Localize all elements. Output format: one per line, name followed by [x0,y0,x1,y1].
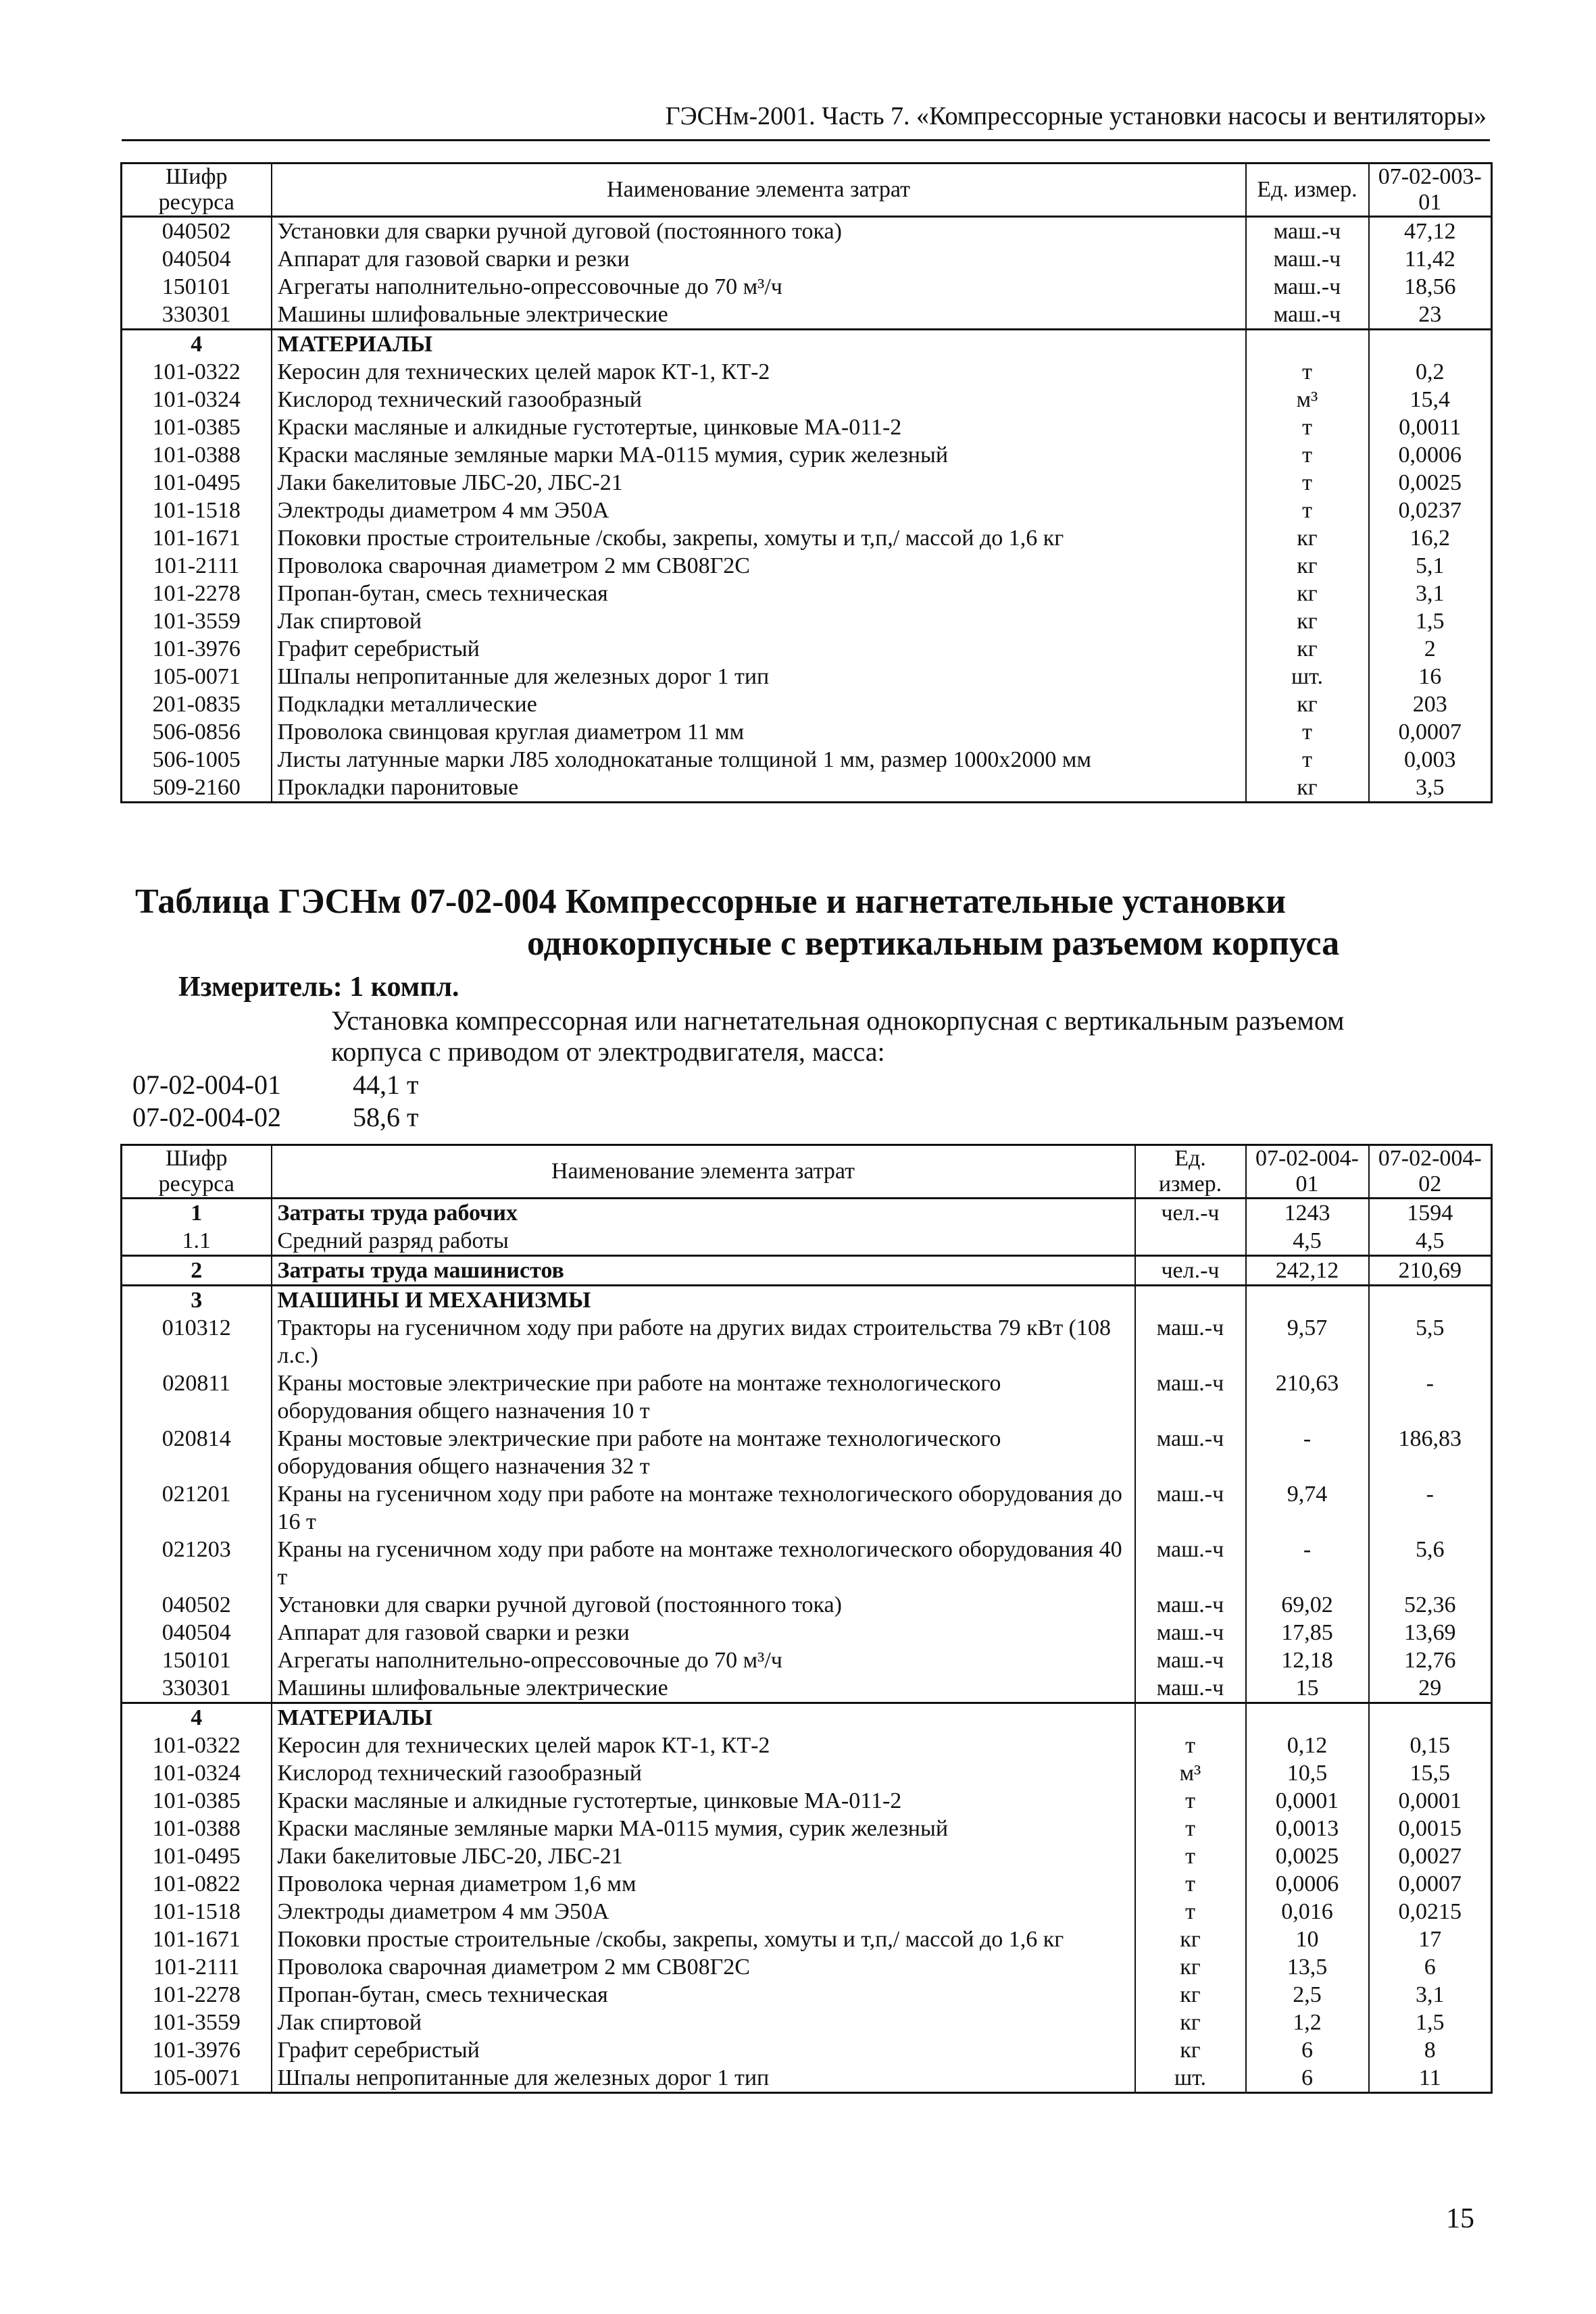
unit-cell: кг [1135,1981,1246,2009]
value-cell: 15,4 [1369,386,1492,413]
table-row [122,245,1492,273]
value-cell [1369,1286,1492,1315]
resource-code-cell: 101-1518 [122,1898,272,1926]
unit-cell [1135,1286,1246,1315]
resource-code-cell: 040504 [122,1619,272,1646]
header-unit: Ед. измер. [1246,164,1369,217]
cost-element-name-cell: Графит серебристый [272,2036,1135,2064]
unit-cell: шт. [1246,663,1369,690]
value-cell: 15 [1246,1674,1369,1703]
table-row [122,1256,1492,1286]
unit-cell: кг [1246,690,1369,718]
table-row [122,1815,1492,1842]
cost-element-name-cell: Краски масляные и алкидные густотертые, цинковые МА-011-2 [272,1787,1135,1815]
value-cell: 3,1 [1369,1981,1492,2009]
cost-element-name-cell: Краски масляные земляные марки МА-0115 мумия, сурик железный [272,1815,1135,1842]
resource-code-cell: 101-0495 [122,469,272,497]
value-cell: 6 [1246,2036,1369,2064]
value-cell: 13,5 [1246,1953,1369,1981]
cost-element-name-cell: Агрегаты наполнительно-опрессовочные до 70 м³/ч [272,273,1246,301]
table-row [122,1898,1492,1926]
value-cell [1246,1703,1369,1732]
unit-cell: т [1135,1732,1246,1759]
unit-cell: кг [1135,2009,1246,2036]
value-cell: 2 [1369,635,1492,663]
cost-element-name-cell: Проволока сварочная диаметром 2 мм СВ08Г2С [272,1953,1135,1981]
table-row [122,1227,1492,1256]
cost-element-name-cell: Электроды диаметром 4 мм Э50А [272,497,1246,524]
table-row [122,1870,1492,1898]
value-cell: 10,5 [1246,1759,1369,1787]
cost-element-name-cell: Аппарат для газовой сварки и резки [272,245,1246,273]
resource-code-cell: 101-3976 [122,635,272,663]
resource-code-cell: 101-1518 [122,497,272,524]
unit-cell [1135,1703,1246,1732]
item-code: 07-02-004-02 [132,1102,281,1132]
header-col-07-02-003-01: 07-02-003-01 [1369,164,1492,217]
value-cell: 203 [1369,690,1492,718]
table-title-line2: однокорпусные с вертикальным разъемом корпуса [527,924,1340,963]
value-cell: 5,5 [1369,1314,1492,1369]
value-cell: 0,0015 [1369,1815,1492,1842]
value-cell: 0,0001 [1246,1787,1369,1815]
value-cell: 0,0215 [1369,1898,1492,1926]
unit-cell: маш.-ч [1246,245,1369,273]
resource-code-cell: 101-1671 [122,524,272,552]
unit-cell: кг [1246,774,1369,803]
cost-element-name-cell: Керосин для технических целей марок КТ-1, КТ-2 [272,1732,1135,1759]
table-row [122,2036,1492,2064]
table-row [122,1759,1492,1787]
table-row [122,774,1492,803]
cost-element-name-cell: Краски масляные земляные марки МА-0115 мумия, сурик железный [272,441,1246,469]
table-row [122,1425,1492,1480]
unit-cell: маш.-ч [1135,1591,1246,1619]
unit-cell: т [1246,469,1369,497]
unit-cell: маш.-ч [1246,273,1369,301]
resource-code-cell: 201-0835 [122,690,272,718]
value-cell: 0,0011 [1369,413,1492,441]
value-cell: 0,003 [1369,746,1492,774]
cost-element-name-cell: Кислород технический газообразный [272,1759,1135,1787]
cost-element-name-cell: Лак спиртовой [272,607,1246,635]
header-name: Наименование элемента затрат [272,164,1246,217]
unit-cell: кг [1246,552,1369,580]
table-description: Установка компрессорная или нагнетательная однокорпусная с вертикальным разъемом корпуса с приводом от электродвигателя, масса: [331,1005,1345,1067]
unit-cell: кг [1135,1926,1246,1953]
resource-code-cell: 020814 [122,1425,272,1480]
resource-code-cell: 040502 [122,217,272,246]
table-row [122,413,1492,441]
value-cell: 17,85 [1246,1619,1369,1646]
value-cell: 3,1 [1369,580,1492,607]
table-body [122,1199,1492,2093]
table-row [122,1314,1492,1369]
resource-code-cell: 101-3559 [122,607,272,635]
value-cell: - [1246,1536,1369,1591]
value-cell: 3,5 [1369,774,1492,803]
table-row [122,552,1492,580]
resource-code-cell: 105-0071 [122,2064,272,2093]
cost-element-name-cell: МАТЕРИАЛЫ [272,330,1246,359]
resource-code-cell: 506-1005 [122,746,272,774]
cost-element-name-cell: Затраты труда машинистов [272,1256,1135,1286]
table-row [122,217,1492,246]
value-cell: - [1369,1369,1492,1425]
table-row [122,1536,1492,1591]
value-cell: 0,0027 [1369,1842,1492,1870]
resource-code-cell: 509-2160 [122,774,272,803]
page-number: 15 [1446,2203,1474,2234]
resource-code-cell: 101-0388 [122,441,272,469]
cost-element-name-cell: Краны на гусеничном ходу при работе на монтаже технологического оборудования до 16 т [272,1480,1135,1536]
value-cell: 12,18 [1246,1646,1369,1674]
item-code: 07-02-004-01 [132,1070,281,1100]
table-row [122,2009,1492,2036]
unit-cell: т [1246,413,1369,441]
value-cell: 0,15 [1369,1732,1492,1759]
resource-code-cell: 101-0324 [122,1759,272,1787]
resource-code-cell: 101-0385 [122,413,272,441]
cost-element-name-cell: Краны мостовые электрические при работе на монтаже технологического оборудования общего назначения 32 т [272,1425,1135,1480]
resource-code-cell: 506-0856 [122,718,272,746]
table-row [122,1842,1492,1870]
unit-cell: т [1135,1787,1246,1815]
value-cell: 0,0237 [1369,497,1492,524]
value-cell [1246,1286,1369,1315]
cost-element-name-cell: Установки для сварки ручной дуговой (постоянного тока) [272,217,1246,246]
table-row [122,1369,1492,1425]
unit-cell: м³ [1246,386,1369,413]
table-row [122,2064,1492,2093]
table-row [122,746,1492,774]
table-row [122,301,1492,330]
resource-code-cell: 021203 [122,1536,272,1591]
resource-code-cell: 150101 [122,1646,272,1674]
unit-cell: маш.-ч [1246,301,1369,330]
table-row [122,663,1492,690]
cost-element-name-cell: Керосин для технических целей марок КТ-1, КТ-2 [272,358,1246,386]
resource-code-cell: 101-0388 [122,1815,272,1842]
value-cell: 210,63 [1246,1369,1369,1425]
resource-code-cell: 101-0822 [122,1870,272,1898]
resource-code-cell: 101-2111 [122,552,272,580]
unit-cell: маш.-ч [1135,1536,1246,1591]
value-cell: - [1246,1425,1369,1480]
value-cell: 0,0006 [1369,441,1492,469]
unit-cell: м³ [1135,1759,1246,1787]
unit-cell: т [1246,441,1369,469]
cost-element-name-cell: МАШИНЫ И МЕХАНИЗМЫ [272,1286,1135,1315]
value-cell: 8 [1369,2036,1492,2064]
header-name: Наименование элемента затрат [272,1145,1135,1199]
value-cell: 5,6 [1369,1536,1492,1591]
cost-element-name-cell: Машины шлифовальные электрические [272,1674,1135,1703]
cost-element-name-cell: Лаки бакелитовые ЛБС-20, ЛБС-21 [272,1842,1135,1870]
value-cell [1369,330,1492,359]
item-mass: 44,1 т [353,1070,419,1100]
value-cell: 1,5 [1369,2009,1492,2036]
resource-code-cell: 105-0071 [122,663,272,690]
resource-code-cell: 040502 [122,1591,272,1619]
value-cell: - [1369,1480,1492,1536]
value-cell: 69,02 [1246,1591,1369,1619]
cost-element-name-cell: Проволока черная диаметром 1,6 мм [272,1870,1135,1898]
resource-code-cell: 020811 [122,1369,272,1425]
header-rule [122,139,1490,141]
resource-code-cell: 101-2278 [122,580,272,607]
page-header: ГЭСНм-2001. Часть 7. «Компрессорные установки насосы и вентиляторы» [665,102,1487,130]
header-unit: Ед. измер. [1135,1145,1246,1199]
value-cell: 0,0013 [1246,1815,1369,1842]
unit-cell: маш.-ч [1135,1314,1246,1369]
header-col-07-02-004-02: 07-02-004-02 [1369,1145,1492,1199]
value-cell: 2,5 [1246,1981,1369,2009]
table-row [122,1926,1492,1953]
resource-code-cell: 101-0495 [122,1842,272,1870]
table-row [122,469,1492,497]
resource-code-cell: 021201 [122,1480,272,1536]
value-cell: 9,74 [1246,1480,1369,1536]
resource-table-07-02-004 [120,1144,1493,2094]
unit-cell: маш.-ч [1135,1480,1246,1536]
value-cell: 0,2 [1369,358,1492,386]
table-row [122,1732,1492,1759]
value-cell: 29 [1369,1674,1492,1703]
cost-element-name-cell: Затраты труда рабочих [272,1199,1135,1228]
cost-element-name-cell: Электроды диаметром 4 мм Э50А [272,1898,1135,1926]
unit-cell: чел.-ч [1135,1199,1246,1228]
cost-element-name-cell: Краны мостовые электрические при работе на монтаже технологического оборудования общего назначения 10 т [272,1369,1135,1425]
unit-cell: т [1135,1870,1246,1898]
cost-element-name-cell: Шпалы непропитанные для железных дорог 1 тип [272,663,1246,690]
unit-cell: т [1135,1842,1246,1870]
table-row [122,330,1492,359]
unit-cell: шт. [1135,2064,1246,2093]
value-cell: 15,5 [1369,1759,1492,1787]
value-cell: 4,5 [1369,1227,1492,1256]
value-cell: 9,57 [1246,1314,1369,1369]
unit-cell [1135,1227,1246,1256]
value-cell: 6 [1246,2064,1369,2093]
cost-element-name-cell: Шпалы непропитанные для железных дорог 1 тип [272,2064,1135,2093]
value-cell: 0,0007 [1369,718,1492,746]
resource-code-cell: 330301 [122,301,272,330]
value-cell: 12,76 [1369,1646,1492,1674]
cost-element-name-cell: Краны на гусеничном ходу при работе на монтаже технологического оборудования 40 т [272,1536,1135,1591]
resource-code-cell: 101-2111 [122,1953,272,1981]
cost-element-name-cell: Аппарат для газовой сварки и резки [272,1619,1135,1646]
value-cell: 1,5 [1369,607,1492,635]
resource-code-cell: 101-2278 [122,1981,272,2009]
table-row [122,1787,1492,1815]
resource-code-cell: 101-1671 [122,1926,272,1953]
resource-code-cell: 101-3559 [122,2009,272,2036]
cost-element-name-cell: Средний разряд работы [272,1227,1135,1256]
unit-cell: маш.-ч [1135,1425,1246,1480]
resource-code-cell: 010312 [122,1314,272,1369]
unit-cell: т [1135,1815,1246,1842]
value-cell: 242,12 [1246,1256,1369,1286]
table-row [122,273,1492,301]
unit-cell: маш.-ч [1135,1369,1246,1425]
unit-cell: т [1135,1898,1246,1926]
cost-element-name-cell: Проволока свинцовая круглая диаметром 11 мм [272,718,1246,746]
resource-code-cell: 1.1 [122,1227,272,1256]
table-row [122,497,1492,524]
value-cell: 16,2 [1369,524,1492,552]
cost-element-name-cell: Кислород технический газообразный [272,386,1246,413]
cost-element-name-cell: Графит серебристый [272,635,1246,663]
unit-cell: кг [1246,524,1369,552]
cost-element-name-cell: Машины шлифовальные электрические [272,301,1246,330]
value-cell: 1,2 [1246,2009,1369,2036]
resource-table-07-02-003 [120,162,1493,803]
unit-cell: т [1246,718,1369,746]
resource-code-cell: 150101 [122,273,272,301]
cost-element-name-cell: Листы латунные марки Л85 холоднокатаные толщиной 1 мм, размер 1000x2000 мм [272,746,1246,774]
unit-cell: кг [1246,607,1369,635]
resource-code-cell: 3 [122,1286,272,1315]
cost-element-name-cell: Пропан-бутан, смесь техническая [272,1981,1135,2009]
table-row [122,1199,1492,1228]
value-cell: 0,0025 [1369,469,1492,497]
value-cell: 0,12 [1246,1732,1369,1759]
header-code: Шифр ресурса [122,164,272,217]
value-cell: 186,83 [1369,1425,1492,1480]
resource-code-cell: 4 [122,1703,272,1732]
resource-code-cell: 2 [122,1256,272,1286]
value-cell: 210,69 [1369,1256,1492,1286]
table-row [122,607,1492,635]
table-row [122,386,1492,413]
table-row [122,524,1492,552]
table-row [122,441,1492,469]
table-row [122,1591,1492,1619]
table-row [122,358,1492,386]
cost-element-name-cell: Лаки бакелитовые ЛБС-20, ЛБС-21 [272,469,1246,497]
cost-element-name-cell: Поковки простые строительные /скобы, закрепы, хомуты и т,п,/ массой до 1,6 кг [272,1926,1135,1953]
table-row [122,690,1492,718]
table-row [122,718,1492,746]
value-cell: 5,1 [1369,552,1492,580]
cost-element-name-cell: Поковки простые строительные /скобы, закрепы, хомуты и т,п,/ массой до 1,6 кг [272,524,1246,552]
unit-cell: маш.-ч [1135,1619,1246,1646]
resource-code-cell: 101-3976 [122,2036,272,2064]
cost-element-name-cell: Проволока сварочная диаметром 2 мм СВ08Г2С [272,552,1246,580]
table-row [122,1703,1492,1732]
unit-cell: кг [1246,635,1369,663]
value-cell: 6 [1369,1953,1492,1981]
header-col-07-02-004-01: 07-02-004-01 [1246,1145,1369,1199]
table-row [122,1953,1492,1981]
resource-code-cell: 101-0385 [122,1787,272,1815]
unit-cell [1246,330,1369,359]
table-row [122,1619,1492,1646]
unit-cell: т [1246,746,1369,774]
resource-code-cell: 101-0322 [122,358,272,386]
header-code: Шифр ресурса [122,1145,272,1199]
unit-cell: кг [1135,2036,1246,2064]
table-row [122,580,1492,607]
resource-code-cell: 101-0324 [122,386,272,413]
resource-code-cell: 040504 [122,245,272,273]
resource-code-cell: 4 [122,330,272,359]
unit-cell: кг [1135,1953,1246,1981]
value-cell: 16 [1369,663,1492,690]
value-cell: 52,36 [1369,1591,1492,1619]
value-cell: 47,12 [1369,217,1492,246]
table-row [122,1646,1492,1674]
value-cell: 0,0025 [1246,1842,1369,1870]
value-cell: 13,69 [1369,1619,1492,1646]
item-mass: 58,6 т [353,1102,419,1132]
unit-cell: т [1246,358,1369,386]
resource-code-cell: 101-0322 [122,1732,272,1759]
value-cell: 0,0006 [1246,1870,1369,1898]
value-cell: 18,56 [1369,273,1492,301]
value-cell: 0,0001 [1369,1787,1492,1815]
value-cell: 1243 [1246,1199,1369,1228]
cost-element-name-cell: Подкладки металлические [272,690,1246,718]
value-cell [1369,1703,1492,1732]
resource-code-cell: 1 [122,1199,272,1228]
table-title-line1: Таблица ГЭСНм 07-02-004 Компрессорные и нагнетательные установки [135,882,1287,921]
cost-element-name-cell: Тракторы на гусеничном ходу при работе на других видах строительства 79 кВт (108 л.с.) [272,1314,1135,1369]
resource-code-cell: 330301 [122,1674,272,1703]
unit-cell: кг [1246,580,1369,607]
table-row [122,1981,1492,2009]
cost-element-name-cell: Агрегаты наполнительно-опрессовочные до 70 м³/ч [272,1646,1135,1674]
value-cell: 17 [1369,1926,1492,1953]
value-cell: 10 [1246,1926,1369,1953]
value-cell: 1594 [1369,1199,1492,1228]
table-row [122,635,1492,663]
measure-unit: Измеритель: 1 компл. [178,972,459,1003]
unit-cell: т [1246,497,1369,524]
cost-element-name-cell: Краски масляные и алкидные густотертые, цинковые МА-011-2 [272,413,1246,441]
cost-element-name-cell: Пропан-бутан, смесь техническая [272,580,1246,607]
unit-cell: чел.-ч [1135,1256,1246,1286]
table-row [122,1480,1492,1536]
table-row [122,1286,1492,1315]
value-cell: 23 [1369,301,1492,330]
cost-element-name-cell: Установки для сварки ручной дуговой (постоянного тока) [272,1591,1135,1619]
value-cell: 11 [1369,2064,1492,2093]
table-row [122,1674,1492,1703]
unit-cell: маш.-ч [1246,217,1369,246]
unit-cell: маш.-ч [1135,1674,1246,1703]
value-cell: 11,42 [1369,245,1492,273]
table-body [122,217,1492,803]
unit-cell: маш.-ч [1135,1646,1246,1674]
value-cell: 0,0007 [1369,1870,1492,1898]
cost-element-name-cell: Лак спиртовой [272,2009,1135,2036]
value-cell: 4,5 [1246,1227,1369,1256]
value-cell: 0,016 [1246,1898,1369,1926]
cost-element-name-cell: Прокладки паронитовые [272,774,1246,803]
cost-element-name-cell: МАТЕРИАЛЫ [272,1703,1135,1732]
